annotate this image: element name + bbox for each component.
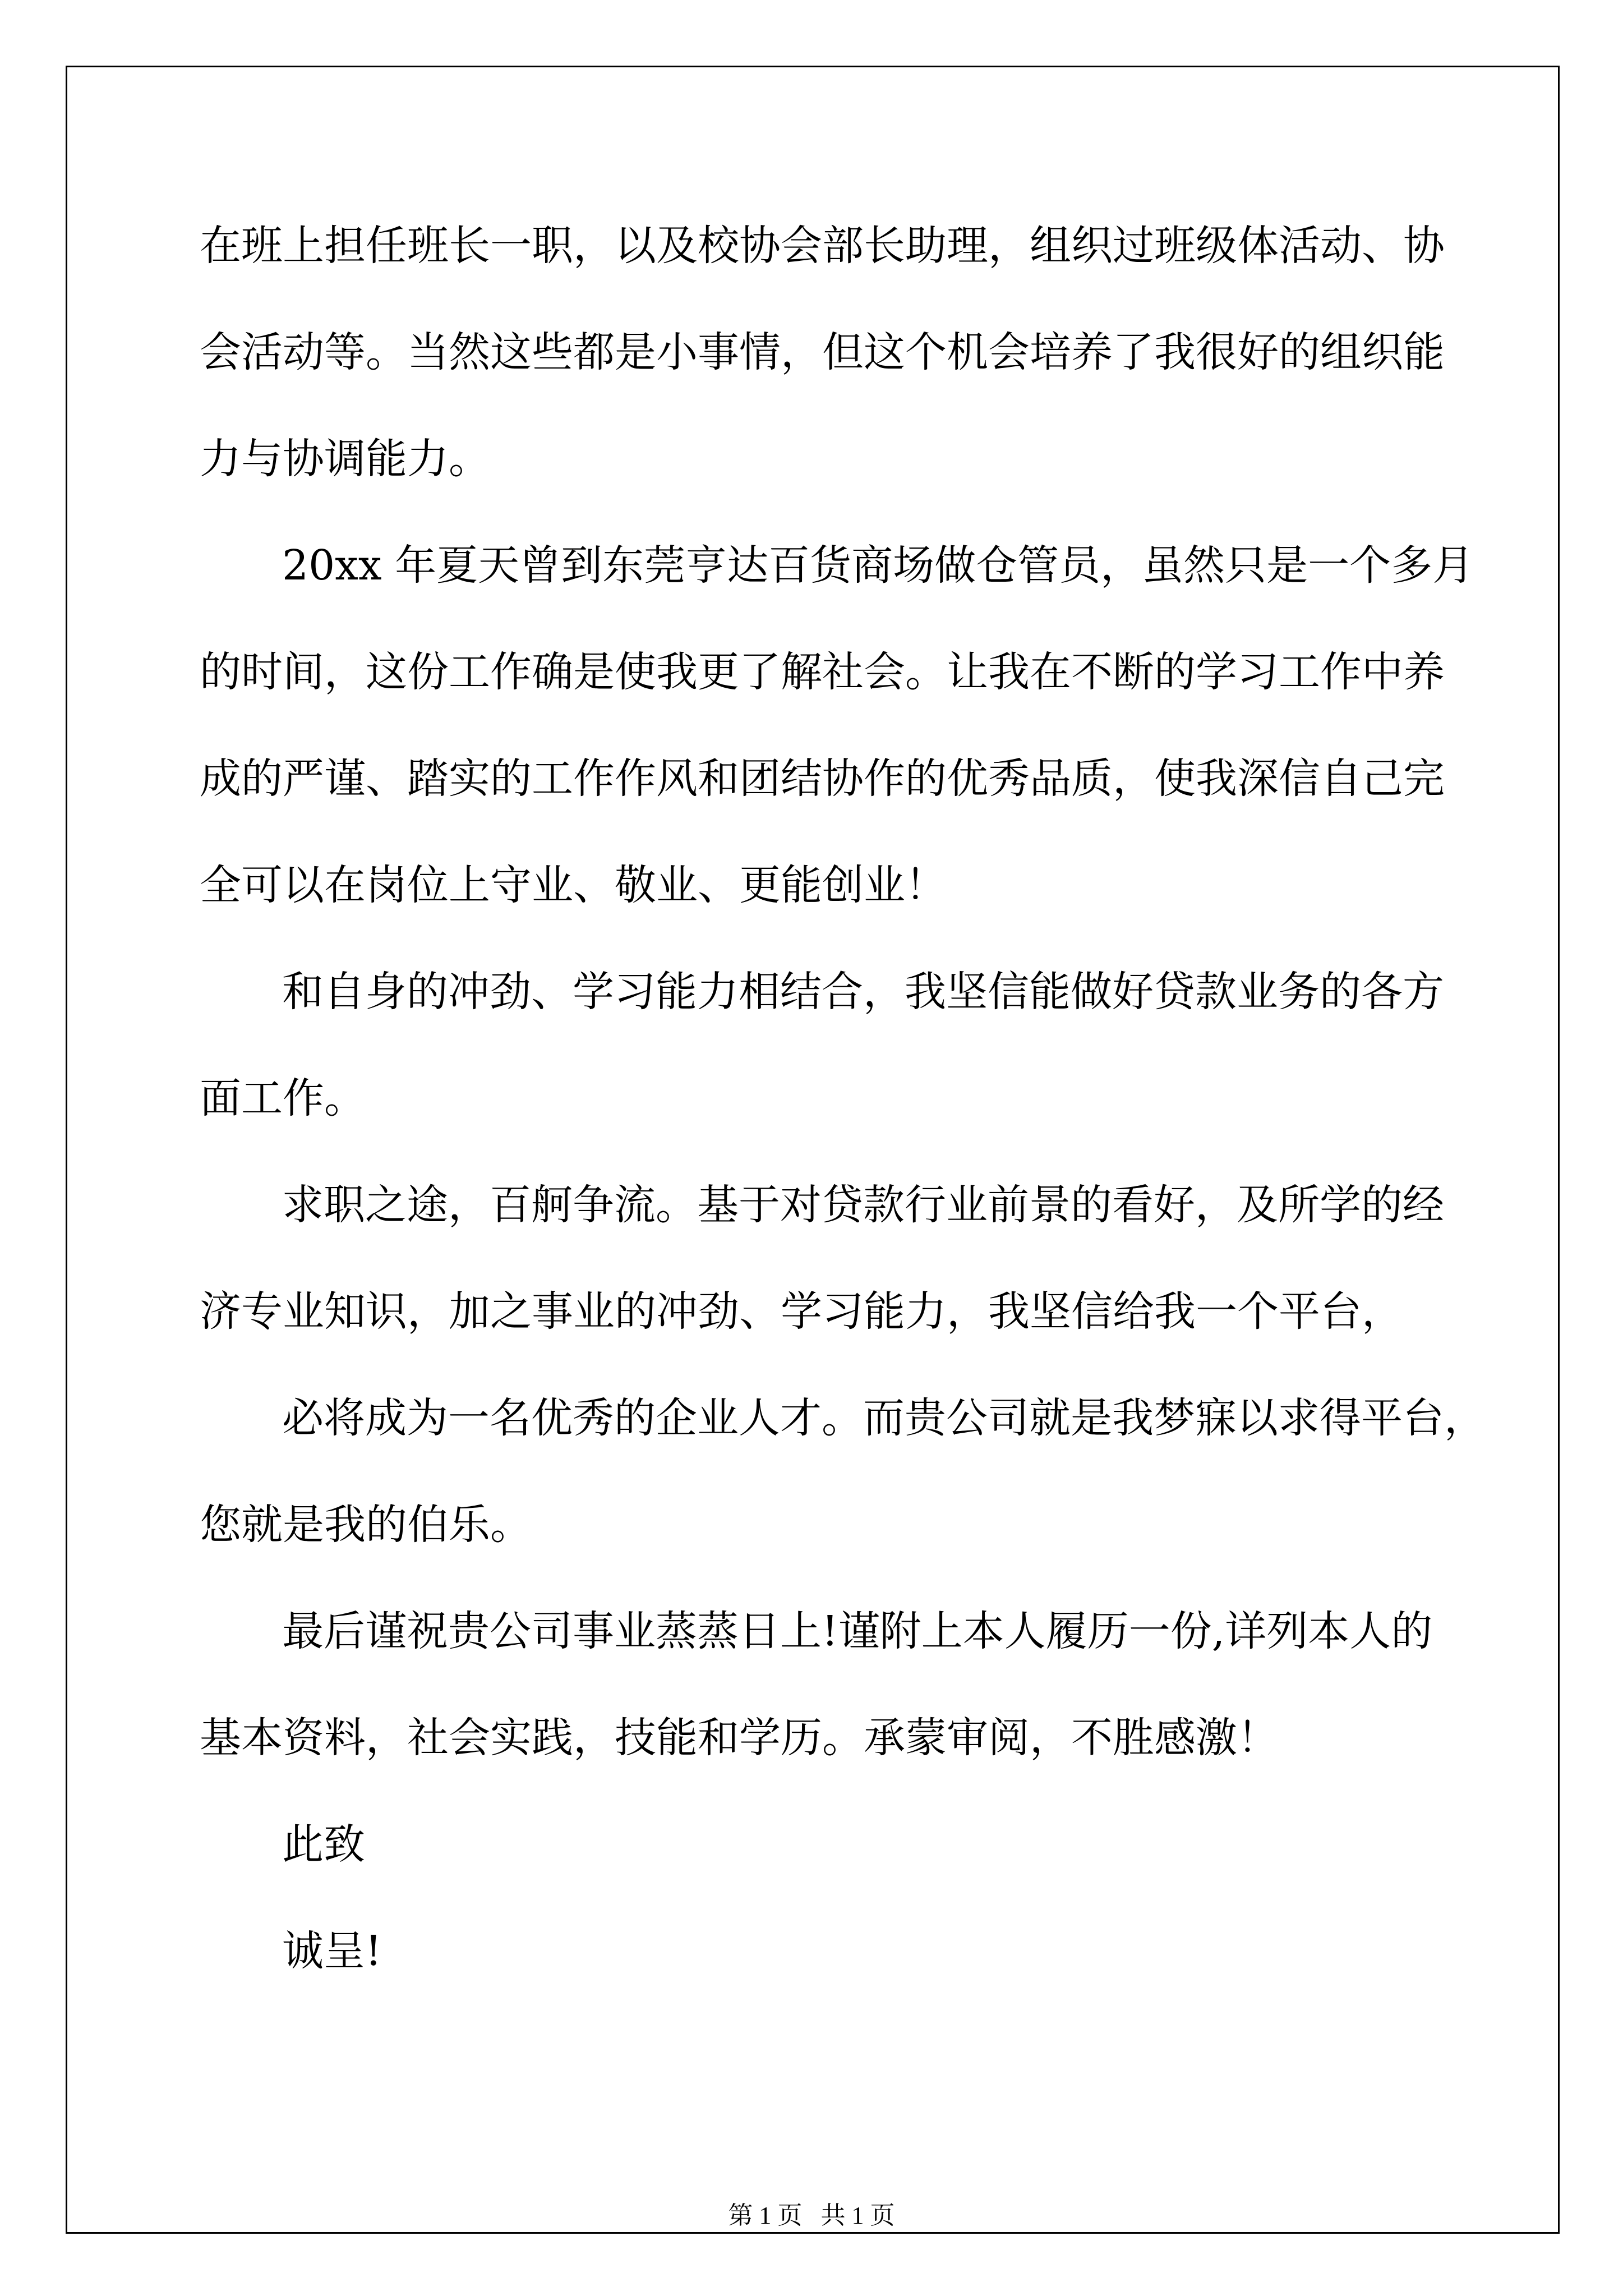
body-text-line: 最后谨祝贵公司事业蒸蒸日上!谨附上本人履历一份,详列本人的 bbox=[282, 1607, 1433, 1655]
body-text-line: 必将成为一名优秀的企业人才。而贵公司就是我梦寐以求得平台， bbox=[282, 1394, 1486, 1442]
body-text-line: 济专业知识，加之事业的冲劲、学习能力，我坚信给我一个平台， bbox=[200, 1287, 1403, 1336]
body-text-line: 会活动等。当然这些都是小事情，但这个机会培养了我很好的组织能 bbox=[200, 328, 1445, 376]
body-text-line: 面工作。 bbox=[200, 1074, 366, 1122]
body-text-line: 力与协调能力。 bbox=[200, 435, 490, 483]
body-text-line: 20xx 年夏天曾到东莞亨达百货商场做仓管员，虽然只是一个多月 bbox=[282, 541, 1474, 590]
body-text-line: 在班上担任班长一职，以及校协会部长助理，组织过班级体活动、协 bbox=[200, 222, 1445, 270]
body-text-line: 基本资料，社会实践，技能和学历。承蒙审阅，不胜感激！ bbox=[200, 1714, 1279, 1762]
body-text-line: 求职之途，百舸争流。基于对贷款行业前景的看好，及所学的经 bbox=[282, 1181, 1444, 1229]
body-text-line: 的时间，这份工作确是使我更了解社会。让我在不断的学习工作中养 bbox=[200, 648, 1445, 696]
body-text-line: 成的严谨、踏实的工作作风和团结协作的优秀品质，使我深信自己完 bbox=[200, 754, 1445, 803]
page-footer: 第 1 页 共 1 页 bbox=[728, 2202, 895, 2229]
body-text-line: 和自身的冲劲、学习能力相结合，我坚信能做好贷款业务的各方 bbox=[282, 968, 1444, 1016]
body-text-line: 您就是我的伯乐。 bbox=[200, 1501, 532, 1549]
closing-signoff: 诚呈! bbox=[282, 1927, 382, 1975]
closing-salutation: 此致 bbox=[282, 1820, 365, 1869]
body-text-line: 全可以在岗位上守业、敬业、更能创业！ bbox=[200, 861, 947, 909]
page-border bbox=[66, 66, 1560, 2234]
